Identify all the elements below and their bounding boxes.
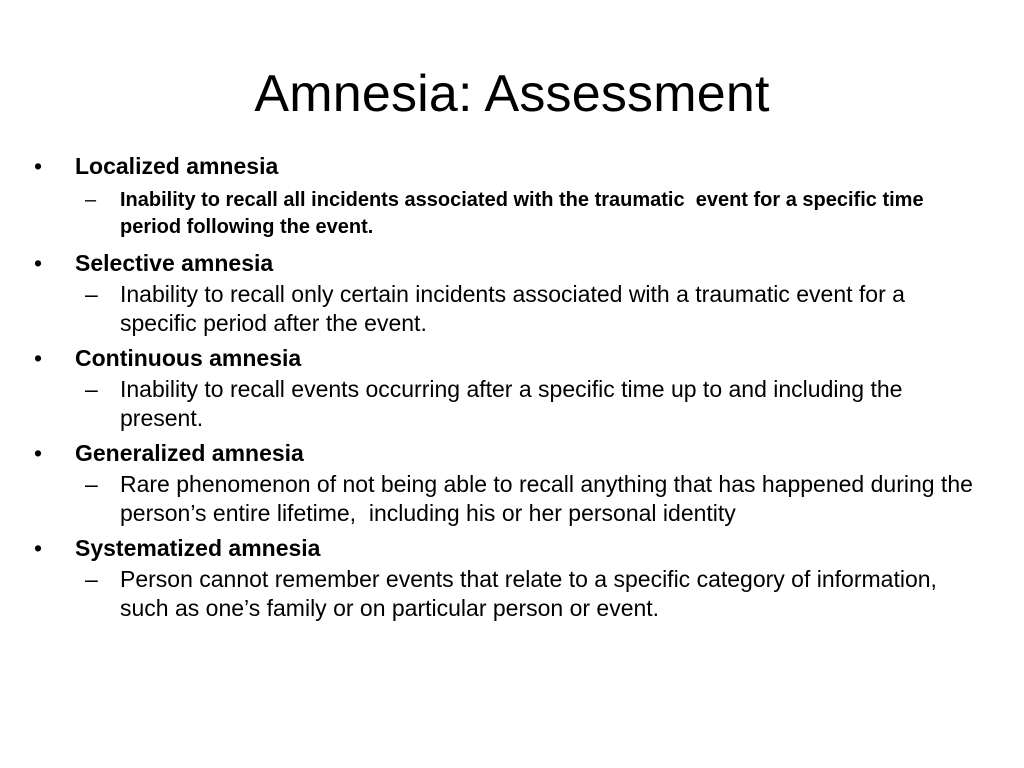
dash-icon: – [85, 471, 98, 497]
bullet-icon: • [34, 345, 43, 371]
list-item [34, 342, 984, 433]
heading-text: Localized amnesia [75, 153, 279, 179]
bullet-detail [85, 280, 984, 338]
bullet-detail [85, 470, 984, 528]
dash-icon: – [85, 376, 98, 402]
heading-text: Continuous amnesia [75, 345, 302, 371]
bullet-heading [34, 437, 984, 469]
bullet-detail [85, 375, 984, 433]
bullet-detail [85, 187, 984, 241]
slide-title: Amnesia: Assessment [254, 65, 770, 123]
detail-text: Inability to recall only certain incidents associated with a traumatic event for a specific period after the event. [120, 281, 905, 336]
bullet-list [34, 150, 984, 627]
heading-text: Selective amnesia [75, 250, 274, 276]
dash-icon: – [85, 189, 97, 211]
heading-text: Systematized amnesia [75, 535, 321, 561]
bullet-icon: • [34, 535, 43, 561]
heading-text: Generalized amnesia [75, 440, 304, 466]
bullet-icon: • [34, 250, 43, 276]
dash-icon: – [85, 281, 98, 307]
list-item [34, 150, 984, 241]
list-item [34, 247, 984, 338]
detail-text: Inability to recall all incidents associated with the traumatic event for a specific time period following the event. [120, 189, 930, 238]
bullet-detail [85, 565, 984, 623]
detail-text: Person cannot remember events that relate to a specific category of information, such as one’s family or on particular person or event. [120, 566, 937, 621]
bullet-icon: • [34, 440, 43, 466]
bullet-heading [34, 150, 984, 182]
list-item [34, 437, 984, 528]
bullet-heading [34, 247, 984, 279]
list-item [34, 532, 984, 623]
dash-icon: – [85, 566, 98, 592]
detail-text: Rare phenomenon of not being able to recall anything that has happened during the person’s entire lifetime, including his or her personal identity [120, 471, 980, 526]
bullet-icon: • [34, 153, 43, 179]
bullet-heading [34, 532, 984, 564]
detail-text: Inability to recall events occurring after a specific time up to and including the present. [120, 376, 903, 431]
bullet-heading [34, 342, 984, 374]
